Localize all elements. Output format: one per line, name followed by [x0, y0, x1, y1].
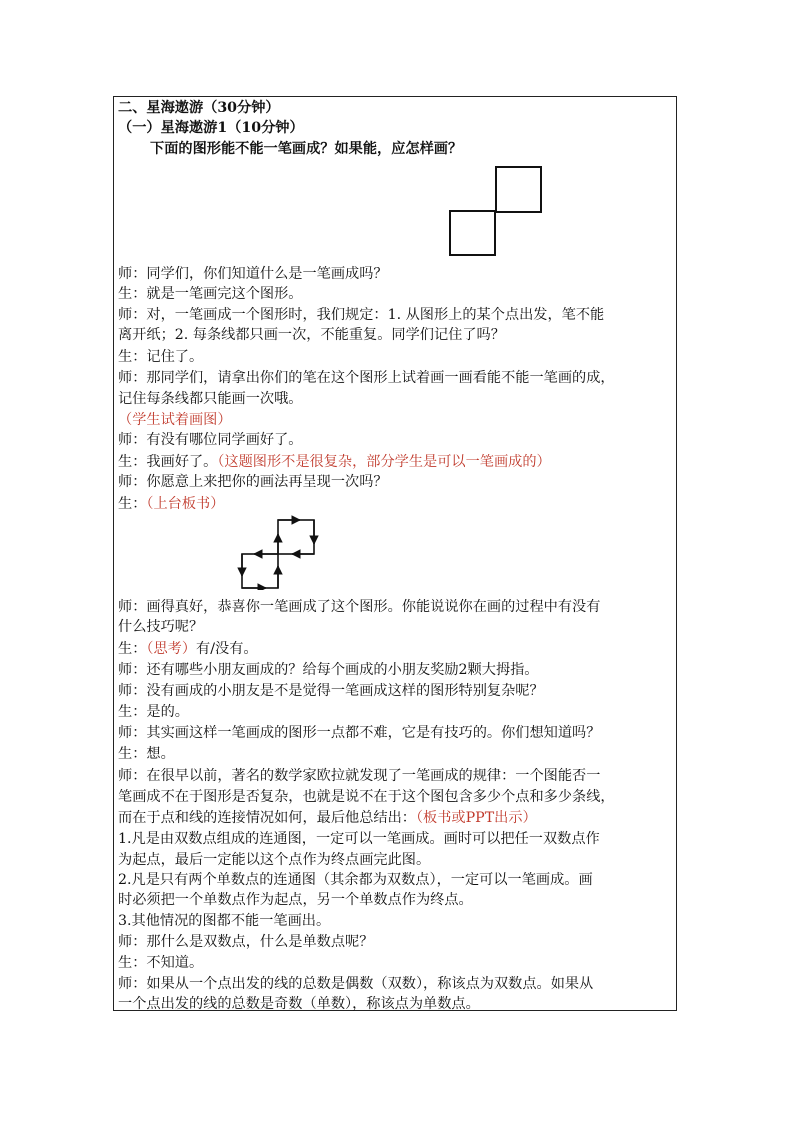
dialogue-text: 3.其他情况的图都不能一笔画出。 [118, 913, 331, 929]
dialogue-text: 生：就是一笔画完这个图形。 [118, 286, 303, 302]
dialogue-line [118, 787, 674, 807]
dialogue-text: 时必须把一个单数点作为起点，另一个单数点作为终点。 [118, 892, 473, 908]
dialogue-line [118, 994, 674, 1014]
dialogue-line [118, 452, 674, 472]
lower-square [450, 211, 495, 255]
dialogue-line [118, 660, 674, 680]
dialogue-line [118, 430, 674, 450]
stage-direction: （板书或PPT出示） [415, 810, 537, 826]
dialogue-text: 师：在很早以前，著名的数学家欧拉就发现了一笔画成的规律：一个图能否一 [118, 768, 601, 784]
dialogue-line [118, 325, 674, 345]
dialogue-line [118, 284, 674, 304]
dialogue-text: 记住每条线都只能画一次哦。 [118, 391, 303, 407]
dialogue-text: 师：那同学们，请拿出你们的笔在这个图形上试着画一画看能不能一笔画的成， [118, 370, 615, 386]
dialogue-line [118, 953, 674, 973]
dialogue-text: 生： [118, 496, 147, 512]
dialogue-text: 师：其实画这样一笔画成的图形一点都不难，它是有技巧的。你们想知道吗？ [118, 725, 601, 741]
dialogue-line [118, 389, 674, 409]
dialogue-line [118, 744, 674, 764]
dialogue-line [118, 808, 674, 828]
dialogue-line [118, 932, 674, 952]
dialogue-text: 生：是的。 [118, 704, 189, 720]
dialogue-text: 什么技巧呢？ [118, 619, 204, 635]
dialogue-text: 离开纸；2. 每条线都只画一次，不能重复。同学们记住了吗？ [118, 327, 505, 343]
dialogue-line [118, 368, 674, 388]
dialogue-text: 有/没有。 [196, 641, 258, 657]
dialogue-line [118, 264, 674, 284]
dialogue-text: 生：想。 [118, 746, 175, 762]
dialogue-text: 师：没有画成的小朋友是不是觉得一笔画成这样的图形特别复杂呢？ [118, 683, 544, 699]
dialogue-text: 师：同学们，你们知道什么是一笔画成吗？ [118, 266, 388, 282]
dialogue-line [118, 472, 674, 492]
dialogue-line [118, 347, 674, 367]
stage-direction: （上台板书） [146, 496, 225, 512]
dialogue-text: 为起点，最后一定能以这个点作为终点画完此图。 [118, 852, 431, 868]
dialogue-text: 师：如果从一个点出发的线的总数是偶数（双数），称该点为双数点。如果从 [118, 976, 594, 992]
section-title: 二、星海遨游（30分钟） [118, 100, 280, 116]
dialogue-line [118, 681, 674, 701]
dialogue-text: 师：画得真好，恭喜你一笔画成了这个图形。你能说说你在画的过程中有没有 [118, 599, 601, 615]
dialogue-text: 生： [118, 641, 147, 657]
dialogue-text: 生：不知道。 [118, 955, 204, 971]
dialogue-text: 师：有没有哪位同学画好了。 [118, 432, 303, 448]
stage-direction: （学生试着画图） [118, 412, 232, 428]
one-stroke-arrow-figure [236, 514, 320, 590]
dialogue-text: 一个点出发的线的总数是奇数（单数），称该点为单数点。 [118, 996, 480, 1012]
dialogue-line [118, 702, 674, 722]
stage-direction: （这题图形不是很复杂，部分学生是可以一笔画成的） [217, 454, 551, 470]
dialogue-text: 笔画成不在于图形是否复杂，也就是说不在于这个图包含多少个点和多少条线， [118, 789, 615, 805]
dialogue-text: 师：对，一笔画成一个图形时，我们规定：1. 从图形上的某个点出发，笔不能 [118, 307, 605, 323]
dialogue-line [118, 850, 674, 870]
two-squares-figure [446, 165, 546, 257]
dialogue-line [118, 974, 674, 994]
upper-square [496, 167, 541, 212]
dialogue-line [118, 890, 674, 910]
dialogue-line [118, 305, 674, 325]
dialogue-line [118, 617, 674, 637]
dialogue-line [118, 494, 674, 514]
dialogue-line [118, 410, 674, 430]
dialogue-line [118, 870, 674, 890]
dialogue-text: 2.凡是只有两个单数点的连通图（其余都为双数点），一定可以一笔画成。画 [118, 872, 593, 888]
dialogue-line [118, 597, 674, 617]
question-text: 下面的图形能不能一笔画成？如果能，应怎样画？ [150, 141, 463, 157]
stage-direction: （思考） [146, 641, 197, 657]
dialogue-line [118, 639, 674, 659]
dialogue-text: 1.凡是由双数点组成的连通图，一定可以一笔画成。画时可以把任一双数点作 [118, 831, 600, 847]
dialogue-text: 生：我画好了。 [118, 454, 218, 470]
dialogue-text: 生：记住了。 [118, 349, 204, 365]
dialogue-text: 师：那什么是双数点，什么是单数点呢？ [118, 934, 374, 950]
subsection-title: （一）星海遨游1（10分钟） [118, 120, 304, 136]
dialogue-text: 师：你愿意上来把你的画法再呈现一次吗？ [118, 474, 388, 490]
dialogue-text: 而在于点和线的连接情况如何，最后他总结出： [118, 810, 416, 826]
dialogue-line [118, 723, 674, 743]
dialogue-line [118, 766, 674, 786]
dialogue-line [118, 911, 674, 931]
dialogue-line [118, 829, 674, 849]
dialogue-text: 师：还有哪些小朋友画成的？给每个画成的小朋友奖励2颗大拇指。 [118, 662, 539, 678]
